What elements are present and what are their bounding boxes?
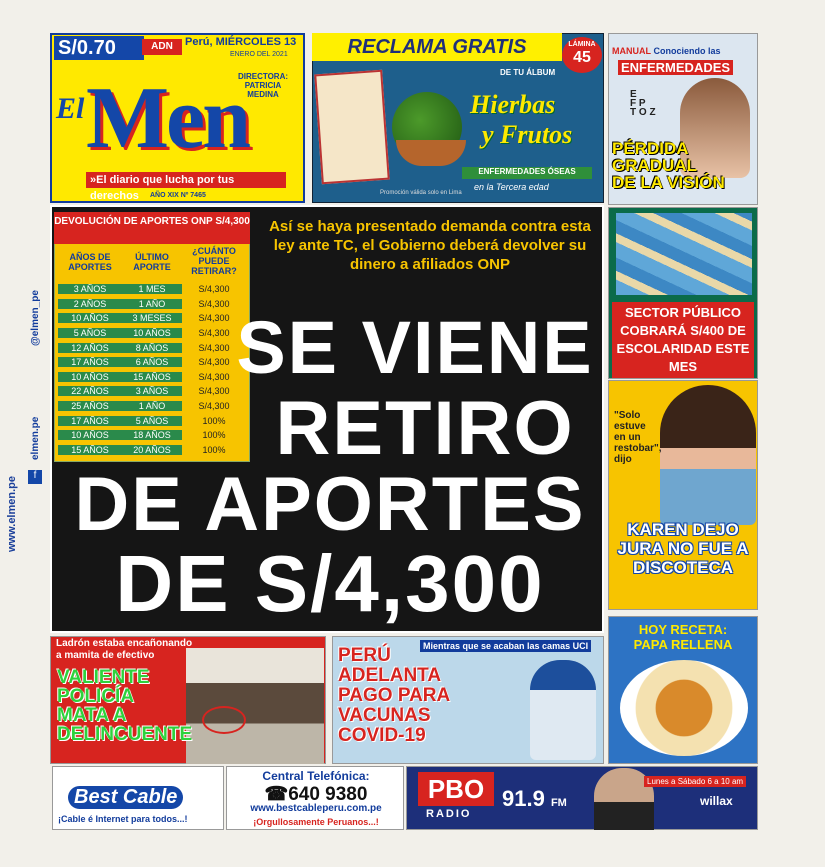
table-row [58, 399, 246, 414]
karen-headline: KAREN DEJO JURA NO FUE A DISCOTECA [617, 520, 749, 577]
table-cell: 3 MESES [122, 313, 182, 323]
table-cell: S/4,300 [198, 371, 230, 382]
web-url[interactable]: www.elmen.pe [6, 475, 18, 552]
table-row [58, 384, 246, 399]
logo-el: El [56, 92, 85, 125]
promo-title-1: Hierbas [470, 90, 556, 119]
table-row [58, 370, 246, 385]
table-cell: 15 AÑOS [58, 445, 122, 455]
eye-chart: E F P T O Z [630, 89, 656, 118]
valiente-caption: Ladrón estaba encañonando a mamita de efectivo [56, 638, 193, 661]
table-cell: 12 AÑOS [58, 343, 122, 353]
table-cell: 8 AÑOS [122, 343, 182, 353]
promo-title-2: y Frutos [482, 120, 573, 149]
peru-caption: Mientras que se acaban las camas UCI [420, 640, 591, 652]
sector-headline: SECTOR PÚBLICO COBRARÁ S/400 DE ESCOLARIDAD ESTE MES [612, 302, 754, 378]
issue-number: AÑO XIX Nº 7465 [150, 192, 206, 199]
bestcable-tag: ¡Cable é Internet para todos...! [58, 814, 188, 824]
table-cell: 1 AÑO [122, 299, 182, 309]
headline-line-1: SE VIENE [236, 306, 594, 389]
papa-photo [620, 660, 748, 756]
table-cell: 18 AÑOS [122, 430, 182, 440]
promo-subtitle: ENFERMEDADES ÓSEAS [462, 167, 592, 179]
table-cell: 10 AÑOS [122, 328, 182, 338]
headline-line-2: RETIRO [275, 386, 575, 471]
promo-legal: Promoción válida solo en Lima [380, 190, 462, 196]
recipe-book-image [314, 70, 390, 184]
table-cell: 100% [202, 444, 226, 455]
table-cell: 17 AÑOS [58, 416, 122, 426]
headline-line-3: DE APORTES [74, 462, 586, 547]
willax-logo: willax [700, 794, 733, 808]
receta-headline: HOY RECETA: PAPA RELLENA [633, 622, 733, 652]
table-cell: 10 AÑOS [58, 313, 122, 323]
social-sidebar [6, 240, 46, 560]
table-cell: S/4,300 [198, 357, 230, 368]
table-cell: 1 AÑO [122, 401, 182, 411]
karen-quote: "Solo estuve en un restobar", dijo [614, 410, 662, 465]
facebook-handle[interactable]: elmen.pe [30, 416, 41, 460]
manual-title: ENFERMEDADES [618, 60, 733, 75]
promo-album: DE TU ÁLBUM [500, 68, 556, 77]
pbo-schedule: Lunes a Sábado 6 a 10 am [644, 776, 746, 787]
slogan: »El diario que lucha por tus derechos [86, 172, 286, 188]
logo-men[interactable]: Men [86, 70, 249, 167]
bestcable-logo: Best Cable [68, 786, 183, 809]
table-cell: 3 AÑOS [58, 284, 122, 294]
lamina-badge: LÁMINA 45 [562, 37, 602, 73]
table-cell: 100% [202, 430, 226, 441]
story-intro: Así se haya presentado demanda contra esta ley ante TC, el Gobierno deberá devolver su dinero a afiliados ONP [269, 218, 591, 273]
table-title: DEVOLUCIÓN DE APORTES ONP S/4,300 [54, 212, 250, 244]
table-cell: 5 AÑOS [122, 416, 182, 426]
manual-headline: PÉRDIDA GRADUAL DE LA VISIÓN [612, 139, 725, 192]
table-cell: 25 AÑOS [58, 401, 122, 411]
table-cell: S/4,300 [198, 386, 230, 397]
table-cell: 5 AÑOS [58, 328, 122, 338]
manual-tag: MANUAL Conociendo las [612, 46, 721, 56]
table-row [58, 340, 246, 355]
adn-badge: ADN [142, 39, 182, 55]
table-row [58, 326, 246, 341]
table-cell: S/4,300 [198, 284, 230, 295]
twitter-handle[interactable]: @elmen_pe [30, 290, 41, 346]
highlight-circle [202, 706, 246, 734]
money-photo [616, 213, 752, 295]
karen-photo [660, 385, 756, 525]
table-cell: 15 AÑOS [122, 372, 182, 382]
table-cell: 10 AÑOS [58, 372, 122, 382]
table-cell: 1 MES [122, 284, 182, 294]
table-row [58, 443, 246, 458]
table-row [58, 282, 246, 297]
table-cell: 20 AÑOS [122, 445, 182, 455]
table-row [58, 297, 246, 312]
promo-headline: RECLAMA GRATIS [312, 33, 562, 61]
table-cell: S/4,300 [198, 342, 230, 353]
headline-line-4: DE S/4,300 [115, 539, 545, 628]
issue-date-sub: ENERO DEL 2021 [230, 51, 288, 58]
table-cell: 10 AÑOS [58, 430, 122, 440]
issue-date: Perú, MIÉRCOLES 13 [185, 36, 297, 48]
pbo-logo: PBO [418, 772, 494, 806]
table-cell: S/4,300 [198, 313, 230, 324]
crime-scene-photo [186, 648, 324, 764]
table-cell: 22 AÑOS [58, 386, 122, 396]
table-row [58, 311, 246, 326]
promo-age: en la Tercera edad [474, 182, 549, 192]
table-cell: 2 AÑOS [58, 299, 122, 309]
price: S/0.70 [54, 36, 144, 60]
table-cell: 100% [202, 415, 226, 426]
peru-headline: PERÚ ADELANTA PAGO PARA VACUNAS COVID-19 [338, 645, 451, 746]
table-cell: S/4,300 [198, 328, 230, 339]
central-ad[interactable]: Central Telefónica: ☎640 9380 www.bestcableperu.com.pe ¡Orgullosamente Peruanos...! [226, 766, 404, 830]
vaccine-photo [530, 660, 596, 760]
table-cell: S/4,300 [198, 298, 230, 309]
table-cell: S/4,300 [198, 401, 230, 412]
facebook-icon[interactable]: f [28, 470, 42, 484]
table-row [58, 413, 246, 428]
director: DIRECTORA: PATRICIA MEDINA [237, 72, 289, 99]
pbo-frequency: 91.9 FM [502, 786, 567, 811]
table-body [58, 282, 246, 457]
table-cell: 3 AÑOS [122, 386, 182, 396]
table-row [58, 428, 246, 443]
pbo-radio: RADIO [426, 808, 472, 820]
table-cell: 17 AÑOS [58, 357, 122, 367]
valiente-headline: VALIENTE POLICÍA MATA A DELINCUENTE [57, 667, 193, 745]
table-cell: 6 AÑOS [122, 357, 182, 367]
table-row [58, 355, 246, 370]
